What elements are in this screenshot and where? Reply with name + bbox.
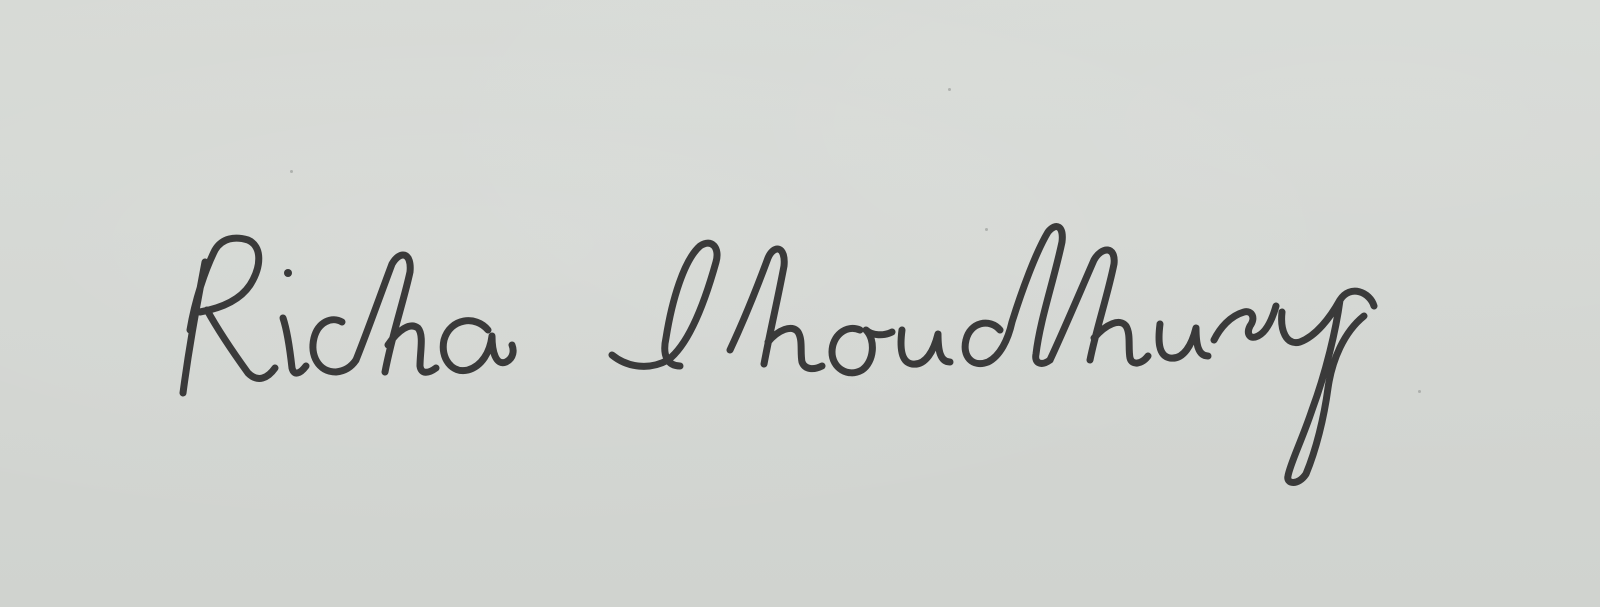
letter-i <box>283 318 306 373</box>
letter-C <box>612 243 717 366</box>
letter-u <box>901 330 950 364</box>
letter-h <box>356 255 436 372</box>
letter-u-2 <box>1159 324 1208 358</box>
letter-i-dot <box>284 269 292 277</box>
letter-d <box>965 227 1062 364</box>
letter-o <box>832 328 892 372</box>
letter-h-2 <box>730 249 822 369</box>
letter-y <box>1282 291 1374 482</box>
letter-r <box>1214 306 1276 340</box>
letter-h-3 <box>1050 250 1148 363</box>
letter-c <box>313 320 356 372</box>
letter-R <box>183 238 275 393</box>
letter-a <box>443 321 513 371</box>
